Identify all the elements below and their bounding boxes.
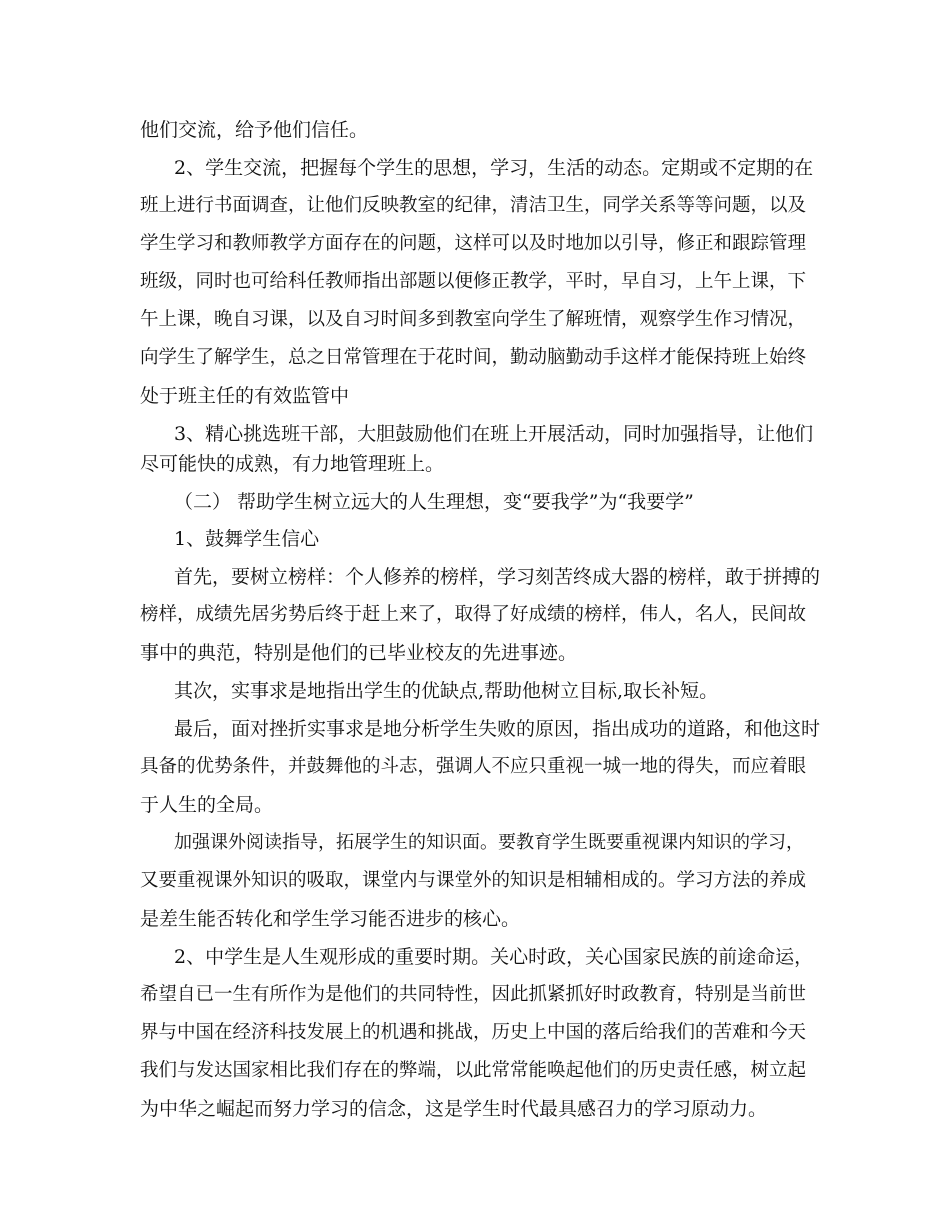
subsection-heading: 1、鼓舞学生信心 [174, 528, 320, 550]
text-line: 事中的典范，特别是他们的已毕业校友的先进事迹。 [140, 642, 578, 664]
text-line: 榜样，成绩先居劣势后终于赶上来了，取得了好成绩的榜样，伟人，名人，民间故 [140, 604, 807, 625]
text-line: 于人生的全局。 [140, 794, 274, 816]
text-line: 是差生能否转化和学生学习能否进步的核心。 [140, 908, 521, 930]
text-line: 为中华之崛起而努力学习的信念，这是学生时代最具感召力的学习原动力。 [140, 1098, 768, 1120]
text-line: 尽可能快的成熟，有力地管理班上。 [140, 453, 445, 475]
text-line: 我们与发达国家相比我们存在的弊端，以此常常能唤起他们的历史责任感，树立起 [140, 1060, 807, 1081]
text-line: 其次，实事求是地指出学生的优缺点,帮助他树立目标,取长补短。 [174, 680, 719, 702]
text-line: 向学生了解学生，总之日常管理在于花时间，勤动脑勤动手这样才能保持班上始终 [140, 347, 807, 368]
text-line: 希望自已一生有所作为是他们的共同特性，因此抓紧抓好时政教育，特别是当前世 [140, 984, 807, 1005]
text-line: 具备的优势条件，并鼓舞他的斗志，强调人不应只重视一城一地的得失，而应着眼 [140, 756, 807, 777]
text-line: 界与中国在经济科技发展上的机遇和挑战，历史上中国的落后给我们的苦难和今天 [140, 1022, 807, 1043]
section-heading: （二） 帮助学生树立远大的人生理想，变“要我学”为“我要学” [174, 491, 694, 513]
text-line: 班级，同时也可给科任教师指出部题以便修正教学，平时，早自习，上午上课，下 [140, 271, 807, 292]
text-line: 首先，要树立榜样：个人修养的榜样，学习刻苦终成大器的榜样，敢于拼搏的 [174, 566, 821, 588]
text-line: 2、学生交流，把握每个学生的思想，学习，生活的动态。定期或不定期的在 [174, 157, 814, 179]
text-line: 最后，面对挫折实事求是地分析学生失败的原因，指出成功的道路，和他这时 [174, 718, 821, 740]
text-line: 处于班主任的有效监管中 [140, 385, 350, 407]
text-line: 午上课，晚自习课，以及自习时间多到教室向学生了解班情，观察学生作习情况， [140, 309, 807, 330]
text-line: 他们交流，给予他们信任。 [140, 119, 369, 141]
text-line: 2、中学生是人生观形成的重要时期。关心时政，关心国家民族的前途命运， [174, 946, 814, 968]
text-line: 加强课外阅读指导，拓展学生的知识面。要教育学生既要重视课内知识的学习， [174, 832, 804, 853]
text-line: 又要重视课外知识的吸取，课堂内与课堂外的知识是相辅相成的。学习方法的养成 [140, 870, 807, 891]
text-line: 学生学习和教师教学方面存在的问题，这样可以及时地加以引导，修正和跟踪管理 [140, 233, 807, 254]
text-line: 班上进行书面调查，让他们反映教室的纪律，清洁卫生，同学关系等等问题，以及 [140, 195, 807, 216]
text-line: 3、精心挑选班干部，大胆鼓励他们在班上开展活动，同时加强指导，让他们 [174, 423, 814, 445]
